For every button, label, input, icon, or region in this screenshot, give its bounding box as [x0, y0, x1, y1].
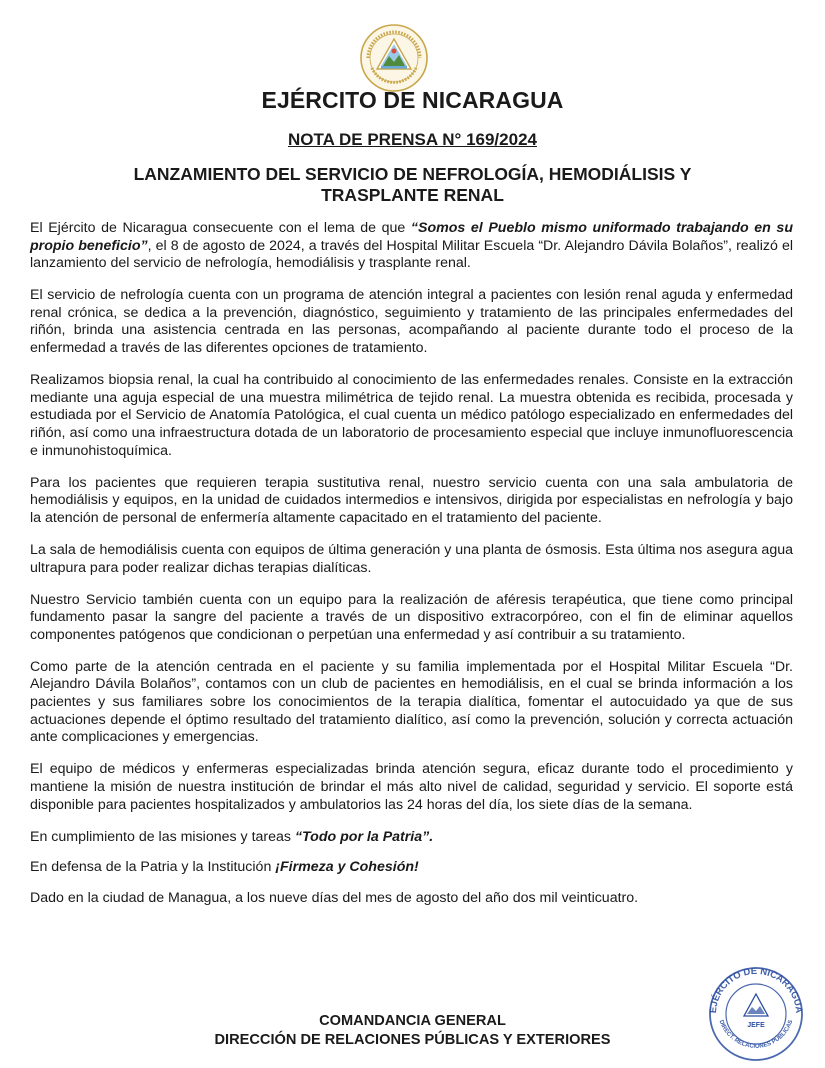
motto-firmeza-y-cohesion: ¡Firmeza y Cohesión!: [275, 859, 419, 876]
paragraph-1-end: , el 8 de agosto de 2024, a través del Hospital Militar Escuela “Dr. Alejandro Dávila Bolaños”, realizó el lanzamiento del servicio de nefrología, hemodiálisis y trasplante renal.: [30, 237, 793, 272]
paragraph-2: El servicio de nefrología cuenta con un programa de atención integral a pacientes con lesión renal aguda y enfermedad renal crónica, se dedica a la prevención, diagnóstico, seguimiento y tratamiento de las principales enfermedades del riñón, brinda una asistencia centrada en las personas, acompañando al paciente durante todo el proceso de la enfermedad a través de las diferentes opciones de tratamiento.: [30, 287, 793, 357]
paragraph-9: [30, 829, 793, 847]
paragraph-10: [30, 859, 793, 877]
headline-line-1: LANZAMIENTO DEL SERVICIO DE NEFROLOGÍA, HEMODIÁLISIS Y: [133, 164, 692, 184]
paragraph-8: El equipo de médicos y enfermeras especializadas brinda atención segura, eficaz durante todo el procedimiento y mantiene la misión de nuestra institución de brindar el más alto nivel de calidad, seguridad y servicio. El soporte está disponible para pacientes hospitalizados y ambulatorios las 24 horas del día, los siete días de la semana.: [30, 761, 793, 813]
paragraph-3: Realizamos biopsia renal, la cual ha contribuido al conocimiento de las enfermedades renales. Consiste en la extracción mediante una aguja especial de una muestra milimétrica de tejido renal. La muestra obtenida es recibida, procesada y estudiada por el Servicio de Anatomía Patológica, el cual cuenta un médico patólogo especializado en enfermedades del riñón, así como una infraestructura dotada de un laboratorio de procesamiento especial que incluye inmunofluorescencia e inmunohistoquímica.: [30, 372, 793, 459]
signature-line-2: DIRECCIÓN DE RELACIONES PÚBLICAS Y EXTERIORES: [214, 1032, 611, 1048]
signature-line-1: COMANDANCIA GENERAL: [319, 1013, 506, 1029]
stamp-ring-bottom-text: DIRECT. RELACIONES PÚBLICAS: [717, 1019, 795, 1050]
organization-title: EJÉRCITO DE NICARAGUA: [261, 87, 564, 113]
press-release-body: [30, 220, 793, 920]
paragraph-10-start: En defensa de la Patria y la Institución: [30, 859, 276, 876]
stamp-ring-top-text: EJÉRCITO DE NICARAGUA: [707, 965, 805, 1014]
paragraph-4: Para los pacientes que requieren terapia sustitutiva renal, nuestro servicio cuenta con una sala ambulatoria de hemodiálisis y equipos, en la unidad de cuidados intermedios e intensivos, dirigida por especialistas en nefrología y bajo la atención de personal de enfermería altamente capacitado en el tratamiento del paciente.: [30, 474, 793, 526]
coat-of-arms-seal-icon: [358, 22, 430, 94]
motto-quote: “Somos el Pueblo mismo uniformado trabajando en su propio beneficio”: [30, 220, 793, 254]
press-note-number: NOTA DE PRENSA N° 169/2024: [288, 130, 537, 149]
motto-todo-por-la-patria: “Todo por la Patria”.: [294, 828, 434, 845]
paragraph-5: La sala de hemodiálisis cuenta con equipos de última generación y una planta de ósmosis. Esta última nos asegura agua ultrapura para poder realizar dichas terapias dialíticas.: [30, 541, 793, 576]
stamp-center-text: JEFE: [747, 1022, 765, 1029]
paragraph-9-start: En cumplimiento de las misiones y tareas: [30, 828, 295, 845]
paragraph-1-start: El Ejército de Nicaragua consecuente con el lema de que: [30, 220, 411, 236]
dated-line: Dado en la ciudad de Managua, a los nueve días del mes de agosto del año dos mil veinticuatro.: [30, 889, 639, 906]
svg-text:EJÉRCITO DE NICARAGUA: [708, 966, 804, 1014]
paragraph-1: [30, 220, 793, 273]
official-stamp-icon: [700, 964, 812, 1064]
headline-line-2: TRASPLANTE RENAL: [321, 185, 504, 205]
paragraph-7: Como parte de la atención centrada en el paciente y su familia implementada por el Hospital Militar Escuela “Dr. Alejandro Dávila Bolaños”, contamos con un club de pacientes en hemodiálisis, en el cual se brinda información a los pacientes y sus familiares sobre los conocimientos de la terapia dialítica, fomentar el autocuidado ya que de sus actuaciones depende el óptimo resultado del tratamiento dialítico, así como la prevención, solución y correcta actuación ante complicaciones y emergencias.: [30, 658, 793, 746]
paragraph-6: Nuestro Servicio también cuenta con un equipo para la realización de aféresis terapéutica, que tiene como principal fundamento pasar la sangre del paciente a través de un dispositivo extracorpóreo, con el fin de eliminar aquellos componentes patógenos que condicionan o perpetúan una enfermedad y así contribuir a su tratamiento.: [30, 591, 793, 643]
headline: [90, 164, 735, 206]
